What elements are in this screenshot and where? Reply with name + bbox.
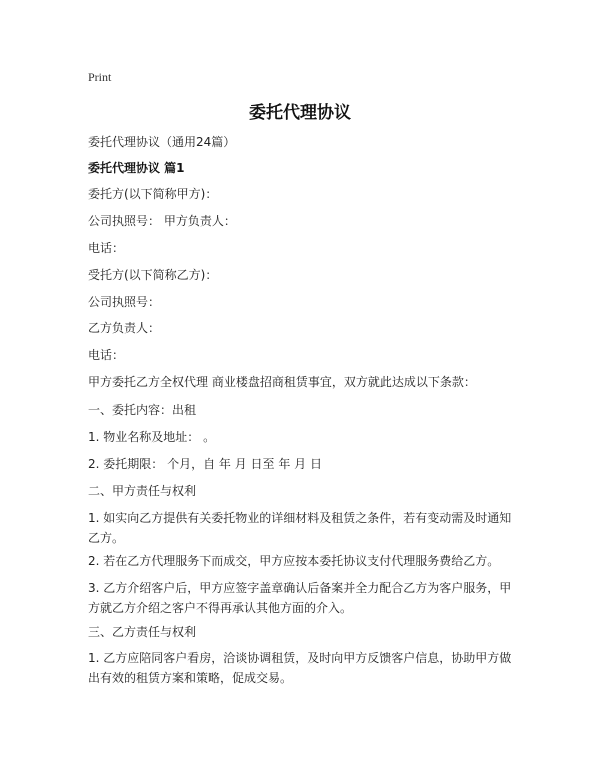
paragraph: 公司执照号： 甲方负责人： (88, 214, 236, 228)
document-subtitle: 委托代理协议（通用24篇） (88, 135, 236, 149)
paragraph: 公司执照号： (88, 295, 161, 309)
paragraph: 2. 委托期限： 个月，自 年 月 日至 年 月 日 (88, 457, 322, 471)
section-heading: 委托代理协议 篇1 (88, 161, 185, 175)
paragraph: 1. 物业名称及地址： 。 (88, 430, 216, 444)
paragraph: 电话： (88, 241, 125, 255)
document-title: 委托代理协议 (249, 103, 351, 123)
paragraph: 乙方负责人： (88, 321, 161, 335)
paragraph: 受托方(以下简称乙方)： (88, 268, 218, 282)
paragraph: 1. 乙方应陪同客户看房，洽谈协调租赁，及时向甲方反馈客户信息，协助甲方做出有效的租赁方案和策略，促成交易。 (88, 651, 512, 685)
paragraph: 电话： (88, 348, 125, 362)
paragraph: 一、委托内容：出租 (88, 403, 197, 417)
paragraph: 3. 乙方介绍客户后，甲方应签字盖章确认后备案并全力配合乙方为客户服务，甲方就乙方介绍之客户不得再承认其他方面的介入。 (88, 581, 512, 615)
paragraph: 委托方(以下简称甲方)： (88, 187, 218, 201)
paragraph: 甲方委托乙方全权代理 商业楼盘招商租赁事宜，双方就此达成以下条款： (88, 375, 476, 389)
paragraph: 三、乙方责任与权利 (88, 625, 197, 639)
paragraph: 二、甲方责任与权利 (88, 484, 197, 498)
print-label: Print (88, 70, 112, 84)
paragraph: 1. 如实向乙方提供有关委托物业的详细材料及租赁之条件，若有变动需及时通知乙方。 (88, 511, 512, 545)
paragraph: 2. 若在乙方代理服务下而成交，甲方应按本委托协议支付代理服务费给乙方。 (88, 554, 500, 568)
